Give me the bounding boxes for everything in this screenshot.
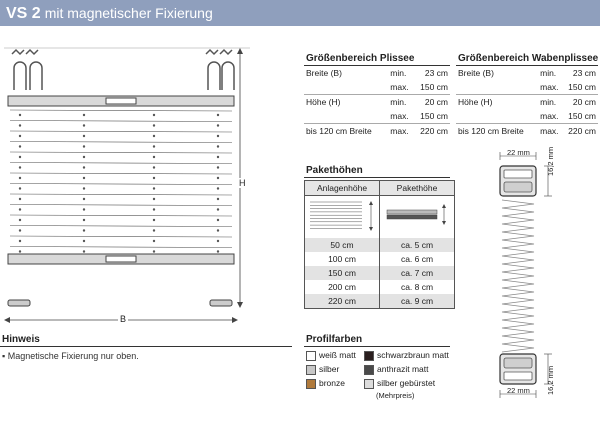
paket-row (305, 280, 455, 294)
paket-table (304, 180, 455, 309)
paket-cell-a: 150 cm (305, 266, 380, 280)
farben-note: (Mehrpreis) (376, 391, 415, 400)
waben-row (456, 80, 598, 95)
waben-table (456, 66, 598, 138)
plissee-row (304, 66, 450, 80)
plissee-cell-mm: max. (390, 111, 409, 121)
paket-cell-p: ca. 7 cm (380, 266, 455, 280)
magnet-clip-right-icon (206, 50, 234, 90)
paket-cell-a: 100 cm (305, 252, 380, 266)
profile-cross-section (488, 146, 600, 416)
magnet-clip-left-icon (12, 50, 42, 90)
paket-cell-p: ca. 6 cm (380, 252, 455, 266)
color-label: silber gebürstet (377, 378, 436, 388)
paket-row (305, 294, 455, 309)
paket-cell-p: ca. 8 cm (380, 280, 455, 294)
bottom-clip-right-icon (210, 300, 232, 306)
anlagenhoehe-illustration (306, 198, 378, 234)
page-title (6, 3, 213, 24)
title-model: VS 2 (6, 5, 41, 22)
waben-cell-label (456, 80, 532, 95)
blind-diagram (0, 40, 262, 330)
plissee-cell-mm: min. (390, 68, 407, 78)
header-bar (0, 0, 600, 26)
waben-cell-mm: min. (540, 68, 557, 78)
plissee-row (304, 95, 450, 110)
waben-cell-val: 150 cm (568, 82, 596, 92)
plissee-row (304, 124, 450, 139)
plissee-row (304, 80, 450, 95)
waben-cell-mm: min. (532, 95, 563, 110)
waben-row (456, 66, 598, 80)
waben-cell-mm: max. (540, 111, 559, 121)
plissee-cell-val: 220 cm (414, 124, 450, 139)
color-swatch (364, 365, 374, 375)
width-label: B (120, 314, 127, 324)
profile-top-width: 22 mm (507, 148, 530, 157)
plissee-cell-val: 20 cm (414, 95, 450, 110)
waben-cell-label: Höhe (H) (456, 95, 532, 110)
paket-cell-a: 50 cm (305, 238, 380, 252)
title-subtitle: mit magnetischer Fixierung (44, 5, 213, 21)
plissee-cell-mm: min. (382, 95, 414, 110)
color-label: weiß matt (319, 350, 356, 360)
profile-bottom-width: 22 mm (507, 386, 530, 395)
waben-row (456, 95, 598, 110)
paket-cell-a: 200 cm (305, 280, 380, 294)
color-label: anthrazit matt (377, 364, 429, 374)
plissee-table (304, 66, 450, 138)
waben-cell-val: 220 cm (563, 124, 598, 139)
paket-col-pakethoehe: Pakethöhe (380, 181, 455, 196)
waben-row (456, 124, 598, 139)
plissee-cell-label: Breite (B) (306, 68, 342, 78)
hinweis-title: Hinweis (2, 334, 40, 345)
paket-row (305, 238, 455, 252)
color-swatch (306, 351, 316, 361)
plissee-cell-label: Höhe (H) (304, 95, 382, 110)
color-label: bronze (319, 378, 345, 388)
color-label: silber (319, 364, 340, 374)
plissee-cell-label (304, 109, 382, 124)
plissee-cell-val: 23 cm (424, 68, 448, 78)
plissee-title: Größenbereich Plissee (306, 53, 415, 64)
plissee-cell-val: 150 cm (420, 82, 448, 92)
waben-row (456, 109, 598, 124)
waben-cell-label (456, 109, 532, 124)
waben-cell-mm: max. (532, 124, 563, 139)
bottom-clip-left-icon (8, 300, 30, 306)
plissee-cell-val: 150 cm (420, 111, 448, 121)
paket-cell-p: ca. 9 cm (380, 294, 455, 309)
hinweis-text: ▪ Magnetische Fixierung nur oben. (2, 351, 139, 361)
paket-row (305, 252, 455, 266)
pakethoehe-illustration (381, 198, 453, 234)
waben-cell-label: Breite (B) (458, 68, 494, 78)
waben-cell-label: bis 120 cm Breite (456, 124, 532, 139)
paket-cell-p: ca. 5 cm (380, 238, 455, 252)
plissee-cell-mm: max. (382, 124, 414, 139)
color-swatch (306, 379, 316, 389)
height-label: H (239, 178, 246, 188)
plissee-row (304, 109, 450, 124)
waben-cell-val: 23 cm (572, 68, 596, 78)
paket-col-anlagenhoehe: Anlagenhöhe (305, 181, 380, 196)
waben-cell-mm: max. (540, 82, 559, 92)
farben-title: Profilfarben (306, 334, 363, 345)
color-label: schwarzbraun matt (377, 350, 449, 360)
paket-cell-a: 220 cm (305, 294, 380, 309)
waben-title: Größenbereich Wabenplissee (458, 53, 599, 64)
waben-cell-val: 150 cm (568, 111, 596, 121)
profile-bottom-height: 16,2 mm (546, 365, 555, 395)
color-swatch (364, 351, 374, 361)
paket-title: Pakethöhen (306, 165, 363, 176)
paket-row (305, 266, 455, 280)
color-swatch (306, 365, 316, 375)
plissee-cell-label (304, 80, 382, 95)
plissee-cell-label: bis 120 cm Breite (304, 124, 382, 139)
profile-top-height: 16,2 mm (546, 146, 555, 176)
plissee-cell-mm: max. (390, 82, 409, 92)
waben-cell-val: 20 cm (563, 95, 598, 110)
color-swatch (364, 379, 374, 389)
